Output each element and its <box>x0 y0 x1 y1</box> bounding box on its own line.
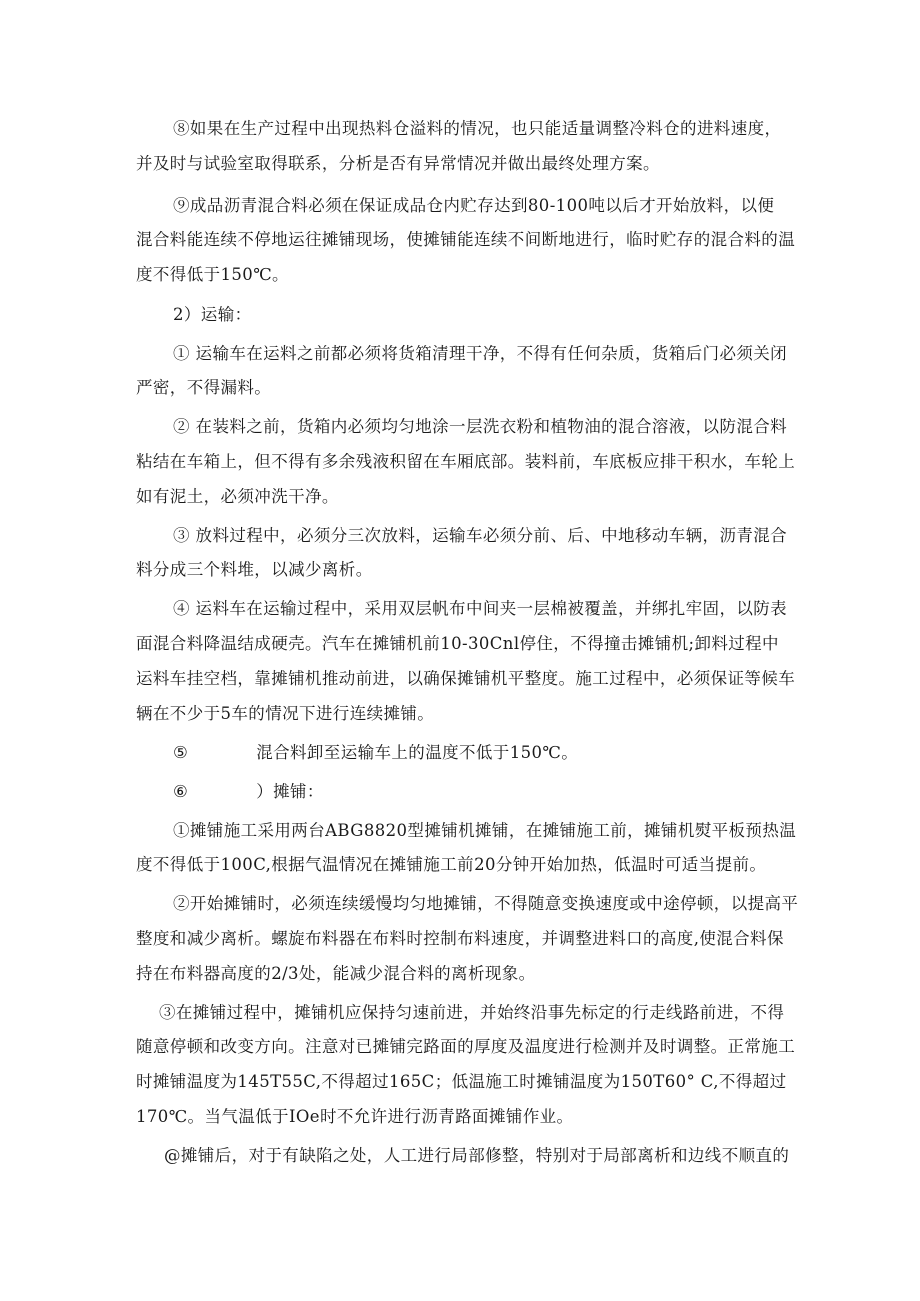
paragraph-line: 如有泥土，必须冲洗干净。 <box>136 487 339 506</box>
paragraph-line: 严密，不得漏料。 <box>136 378 272 397</box>
list-marker: ⑥ <box>173 782 189 801</box>
section-heading <box>0 780 920 804</box>
section-heading-text: ）摊铺： <box>256 782 324 801</box>
paragraph-line: 面混合料降温结成硬壳。汽车在摊铺机前10-30Cnl停住，不得撞击摊铺机;卸料过程中 <box>136 634 779 653</box>
paragraph-line: ② 在装料之前，货箱内必须均匀地涂一层洗衣粉和植物油的混合溶液，以防混合料 <box>173 417 788 436</box>
paragraph-line: 粘结在车箱上，但不得有多余残液积留在车厢底部。装料前，车底板应排干积水，车轮上 <box>136 452 796 471</box>
paragraph-line: 辆在不少于5车的情况下进行连续摊铺。 <box>136 704 435 723</box>
paragraph-line: 运料车挂空档，靠摊铺机推动前进，以确保摊铺机平整度。施工过程中，必须保证等候车 <box>136 669 796 688</box>
list-item-text: 混合料卸至运输车上的温度不低于150℃。 <box>256 743 579 762</box>
paragraph-line: ③在摊铺过程中，摊铺机应保持匀速前进，并始终沿事先标定的行走线路前进，不得 <box>159 1003 785 1022</box>
paragraph-line: ① 运输车在运料之前都必须将货箱清理干净，不得有任何杂质，货箱后门必须关闭 <box>173 344 788 363</box>
paragraph-line: ⑨成品沥青混合料必须在保证成品仓内贮存达到80-100吨以后才开始放料，以便 <box>173 196 775 215</box>
paragraph-line: 整度和减少离析。螺旋布料器在布料时控制布料速度，并调整进料口的高度,使混合料保 <box>136 929 784 948</box>
paragraph-line: 度不得低于100C,根据气温情况在摊铺施工前20分钟开始加热，低温时可适当提前。 <box>136 855 767 874</box>
paragraph-line: 持在布料器高度的2/3处，能减少混合料的离析现象。 <box>136 964 536 983</box>
paragraph-line: 随意停顿和改变方向。注意对已摊铺完路面的厚度及温度进行检测并及时调整。正常施工 <box>136 1037 796 1056</box>
paragraph-line: ①摊铺施工采用两台ABG8820型摊铺机摊铺，在摊铺施工前，摊铺机熨平板预热温 <box>173 821 797 840</box>
paragraph-line: ②开始摊铺时，必须连续缓慢均匀地摊铺，不得随意变换速度或中途停顿，以提高平 <box>173 894 799 913</box>
paragraph-line: ⑧如果在生产过程中出现热料仓溢料的情况，也只能适量调整冷料仓的进料速度， <box>173 119 782 138</box>
paragraph-line: 并及时与试验室取得联系，分析是否有异常情况并做出最终处理方案。 <box>136 154 660 173</box>
paragraph-line: ④ 运料车在运输过程中，采用双层帆布中间夹一层棉被覆盖，并绑扎牢固，以防表 <box>173 599 788 618</box>
section-heading: 2）运输： <box>173 305 252 324</box>
list-marker: ⑤ <box>173 743 189 762</box>
paragraph-line: ③ 放料过程中，必须分三次放料，运输车必须分前、后、中地移动车辆，沥青混合 <box>173 526 788 545</box>
paragraph-line: 170℃。当气温低于IOe时不允许进行沥青路面摊铺作业。 <box>136 1107 574 1126</box>
paragraph-line: 混合料能连续不停地运往摊铺现场，使摊铺能连续不间断地进行，临时贮存的混合料的温 <box>136 230 796 249</box>
paragraph-line: 时摊铺温度为145T55C,不得超过165C；低温施工时摊铺温度为150T60° C,不得超过 <box>136 1072 787 1091</box>
paragraph-line: 度不得低于150℃。 <box>136 265 289 284</box>
list-item <box>0 741 920 765</box>
paragraph-line: 料分成三个料堆，以减少离析。 <box>136 560 373 579</box>
paragraph-line: @摊铺后，对于有缺陷之处，人工进行局部修整，特别对于局部离析和边线不顺直的 <box>164 1146 790 1165</box>
